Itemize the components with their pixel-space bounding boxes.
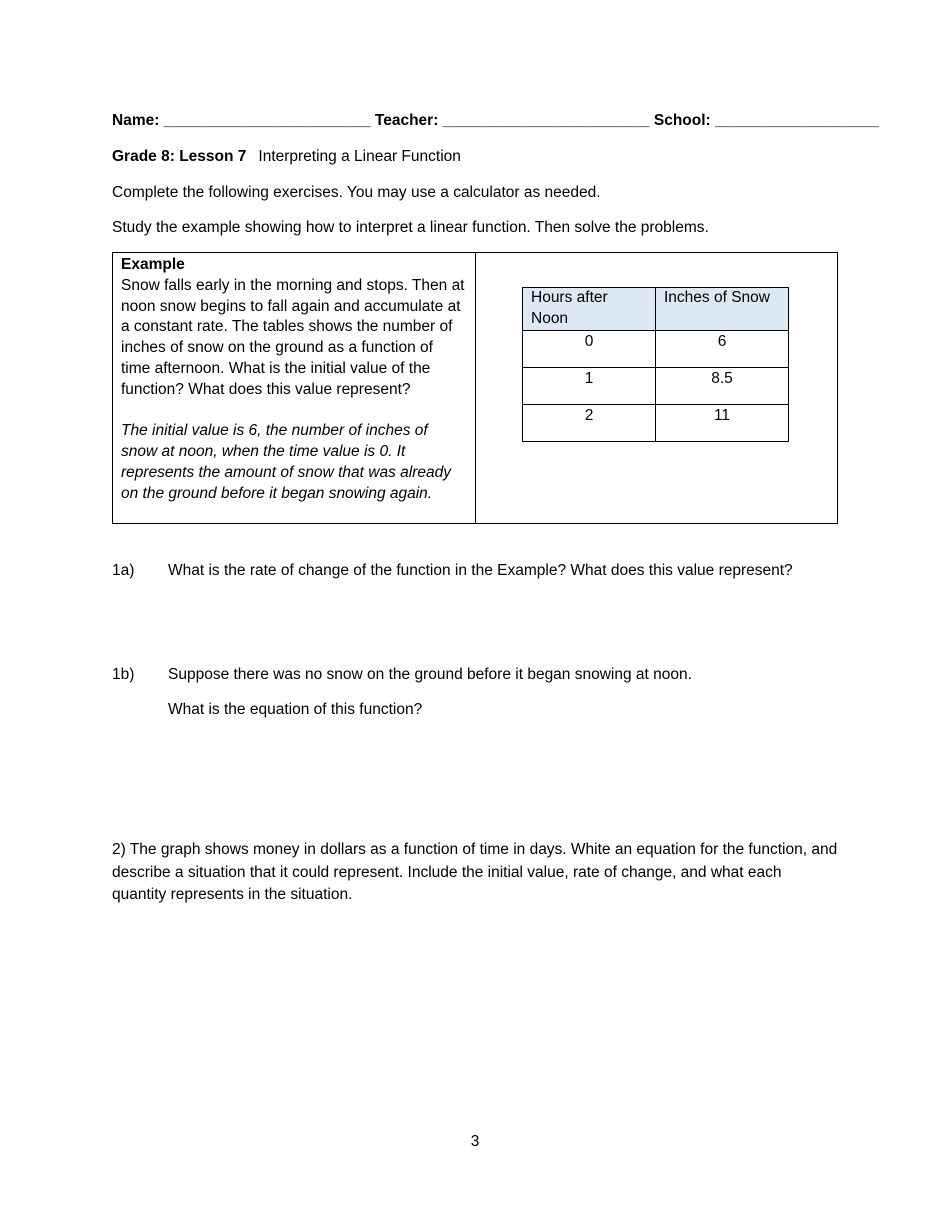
example-question xyxy=(121,276,471,401)
question-1a-text: What is the rate of change of the function in the Example? What does this value represent? xyxy=(168,562,793,579)
instruction-calculator: Complete the following exercises. You may use a calculator as needed. xyxy=(112,184,601,201)
lesson-topic: Interpreting a Linear Function xyxy=(258,148,461,165)
example-question-line: time afternoon. What is the initial value of the xyxy=(121,359,431,377)
table-cell-hours: 1 xyxy=(523,367,656,404)
example-question-line: a constant rate. The tables shows the number of xyxy=(121,318,453,336)
table-row xyxy=(523,367,789,404)
teacher-field-label[interactable]: Teacher: ________________________ xyxy=(374,112,650,129)
example-box xyxy=(112,252,838,524)
table-header-hours: Hours after Noon xyxy=(523,288,656,331)
table-cell-inches: 6 xyxy=(656,330,789,367)
snow-table xyxy=(522,287,789,442)
question-2-text: 2) The graph shows money in dollars as a function of time in days. White an equation for the function, and describe a situation that it could represent. Include the initial value, rate of change, and what each quantity represents in the situation. xyxy=(112,841,838,903)
table-cell-hours: 2 xyxy=(523,404,656,441)
question-1a-number: 1a) xyxy=(112,562,135,579)
lesson-title xyxy=(112,147,461,167)
example-divider xyxy=(475,253,476,523)
table-cell-inches: 11 xyxy=(656,404,789,441)
example-title: Example xyxy=(121,256,185,273)
instruction-study-example: Study the example showing how to interpret a linear function. Then solve the problems. xyxy=(112,219,709,236)
table-cell-hours: 0 xyxy=(523,330,656,367)
name-field-label[interactable]: Name: ________________________ xyxy=(112,112,371,129)
example-answer xyxy=(121,421,471,504)
grade-lesson-label: Grade 8: Lesson 7 xyxy=(112,148,247,165)
school-field-label[interactable]: School: ___________________ xyxy=(653,112,879,129)
question-1b-text: Suppose there was no snow on the ground before it began snowing at noon. xyxy=(168,666,692,683)
question-1b-followup: What is the equation of this function? xyxy=(168,701,423,718)
example-question-line: inches of snow on the ground as a function of xyxy=(121,339,433,357)
table-row xyxy=(523,404,789,441)
table-row xyxy=(523,330,789,367)
example-question-line: function? What does this value represent? xyxy=(121,380,411,398)
table-header-row xyxy=(523,288,789,331)
example-answer-line: The initial value is 6, the number of inches of xyxy=(121,422,428,440)
student-info-header xyxy=(112,112,879,130)
example-answer-line: on the ground before it began snowing again. xyxy=(121,484,433,502)
example-question-line: Snow falls early in the morning and stops. Then at xyxy=(121,276,465,294)
question-1b-number: 1b) xyxy=(112,666,135,683)
table-cell-inches: 8.5 xyxy=(656,367,789,404)
table-header-inches: Inches of Snow xyxy=(656,288,789,331)
example-answer-line: snow at noon, when the time value is 0. It xyxy=(121,443,406,461)
example-question-line: noon snow begins to fall again and accumulate at xyxy=(121,297,461,315)
page-number: 3 xyxy=(470,1133,480,1150)
example-answer-line: represents the amount of snow that was already xyxy=(121,463,451,481)
example-text xyxy=(121,255,471,505)
